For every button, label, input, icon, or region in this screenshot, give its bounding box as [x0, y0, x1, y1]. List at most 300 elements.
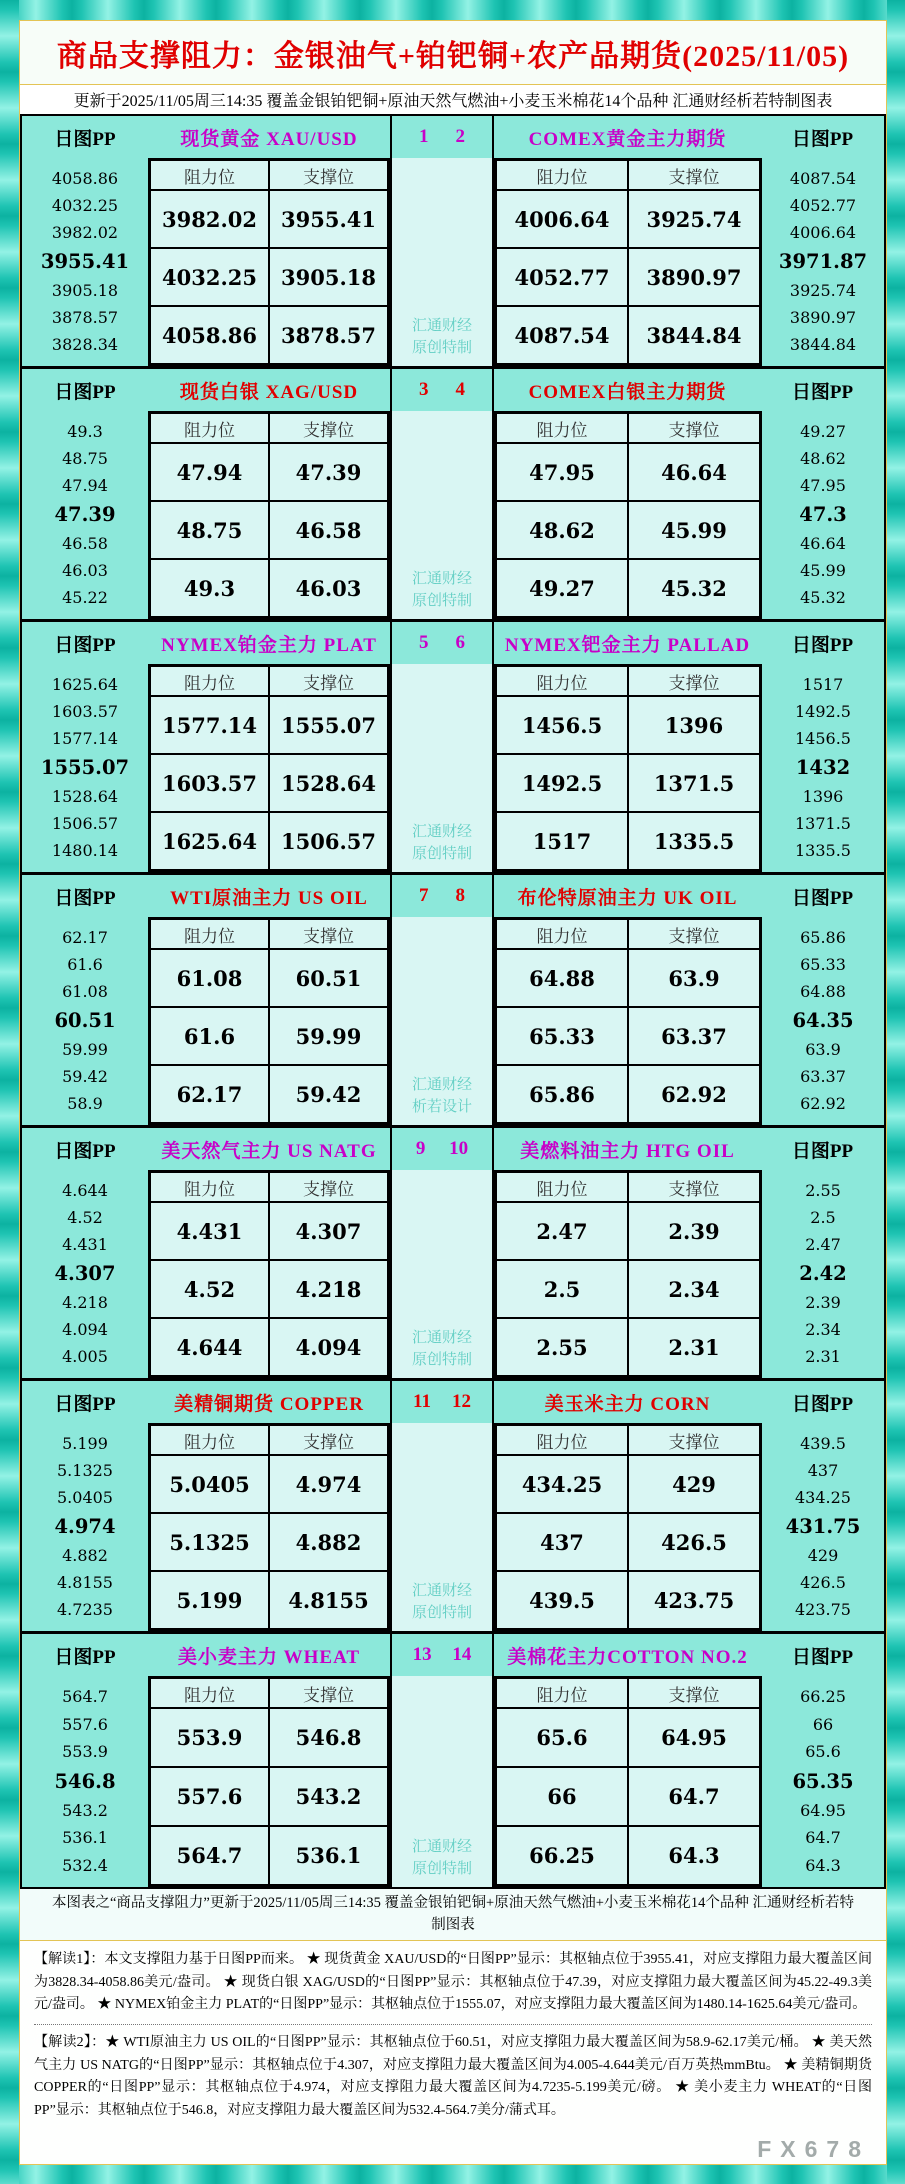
- support-value: 3955.41: [269, 190, 388, 248]
- pp-value: 64.88: [800, 982, 846, 1002]
- resistance-value: 49.27: [496, 559, 628, 617]
- pp-value: 62.17: [62, 928, 108, 948]
- levels-table-left: [148, 1423, 390, 1631]
- brand-watermark-cell: [390, 1170, 494, 1378]
- pp-value: 48.62: [800, 449, 846, 469]
- pp-value: 45.22: [62, 587, 108, 607]
- page-title: 商品支撑阻力：金银油气+铂钯铜+农产品期货(2025/11/05): [56, 39, 850, 73]
- resistance-column-header: 阻力位: [496, 160, 628, 190]
- resistance-value: 4.644: [150, 1318, 269, 1376]
- footer-text: 本图表之“商品支撑阻力”更新于2025/11/05周三14:35 覆盖金银铂钯铜+原油天然气燃油+小麦玉米棉花14个品种 汇通财经析若特制图表: [51, 1894, 855, 1933]
- decorative-border-left: [0, 0, 19, 2184]
- support-value: 1396: [628, 696, 760, 754]
- pp-value: 2.5: [810, 1208, 836, 1228]
- support-value: 546.8: [269, 1708, 388, 1767]
- resistance-column-header: 阻力位: [150, 666, 269, 696]
- levels-table-right: [494, 664, 762, 872]
- pp-value: 4.8155: [57, 1572, 113, 1592]
- levels-table-left: [148, 158, 390, 366]
- pp-value: 564.7: [62, 1687, 108, 1707]
- pp-ladder-left: [22, 1170, 148, 1378]
- pp-period-label: 日图PP: [791, 128, 854, 150]
- support-value: 536.1: [269, 1826, 388, 1885]
- pp-value: 66.25: [800, 1687, 846, 1707]
- pp-ladder-left: [22, 411, 148, 619]
- pp-value: 46.03: [62, 560, 108, 580]
- pp-value: 58.9: [67, 1093, 103, 1113]
- resistance-value: 4087.54: [496, 306, 628, 364]
- index-number-left: 13: [412, 1644, 432, 1665]
- support-column-header: 支撑位: [269, 1425, 388, 1455]
- blocks-grid: [20, 114, 886, 1889]
- pp-value: 4006.64: [789, 223, 857, 243]
- pp-period-label: 日图PP: [54, 1646, 116, 1668]
- support-column-header: 支撑位: [269, 919, 388, 949]
- resistance-column-header: 阻力位: [496, 1172, 628, 1202]
- resistance-column-header: 阻力位: [496, 413, 628, 443]
- support-value: 62.92: [628, 1065, 760, 1123]
- pp-value: 423.75: [795, 1599, 851, 1619]
- resistance-value: 61.6: [150, 1007, 269, 1065]
- index-number-left: 1: [419, 126, 429, 147]
- resistance-column-header: 阻力位: [150, 160, 269, 190]
- pp-value: 429: [807, 1545, 839, 1565]
- block-index-cell: [390, 1128, 494, 1170]
- pp-period-label: 日图PP: [791, 1393, 854, 1415]
- support-column-header: 支撑位: [628, 413, 760, 443]
- pp-period-label: 日图PP: [791, 634, 854, 656]
- pp-value: 61.6: [67, 955, 103, 975]
- pp-value: 4.005: [62, 1346, 108, 1366]
- resistance-value: 4032.25: [150, 248, 269, 306]
- support-value: 4.974: [269, 1455, 388, 1513]
- resistance-value: 1625.64: [150, 812, 269, 870]
- commodity-block: [22, 875, 884, 1128]
- block-index-cell: [390, 369, 494, 411]
- pivot-value: 47.39: [54, 503, 116, 527]
- pp-value: 65.33: [800, 955, 846, 975]
- brand-watermark-line2: 原创特制: [411, 339, 472, 356]
- pp-value: 3925.74: [789, 280, 857, 300]
- resistance-value: 47.94: [150, 443, 269, 501]
- pp-value: 47.95: [800, 476, 846, 496]
- brand-watermark-line1: 汇通财经: [411, 1330, 472, 1346]
- pp-value: 1528.64: [51, 786, 119, 806]
- support-column-header: 支撑位: [628, 666, 760, 696]
- pp-value: 2.47: [805, 1235, 841, 1255]
- resistance-value: 61.08: [150, 949, 269, 1007]
- index-number-right: 8: [455, 885, 465, 906]
- levels-table-left: [148, 917, 390, 1125]
- brand-watermark-line1: 汇通财经: [411, 571, 472, 587]
- levels-table-right: [494, 917, 762, 1125]
- resistance-column-header: 阻力位: [150, 1678, 269, 1708]
- brand-watermark-line1: 汇通财经: [411, 1839, 472, 1855]
- pp-value: 45.99: [800, 560, 846, 580]
- pp-value: 4058.86: [51, 169, 119, 189]
- resistance-value: 4006.64: [496, 190, 628, 248]
- decorative-border-top: [0, 0, 905, 20]
- support-value: 63.9: [628, 949, 760, 1007]
- support-value: 47.39: [269, 443, 388, 501]
- index-number-right: 2: [455, 126, 465, 147]
- instrument-name-left: 美精铜期货 COPPER: [174, 1393, 364, 1415]
- resistance-value: 49.3: [150, 559, 269, 617]
- block-index-cell: [390, 622, 494, 664]
- brand-watermark-line2: 原创特制: [411, 845, 472, 862]
- pp-period-label: 日图PP: [791, 1646, 854, 1668]
- brand-watermark-cell: [390, 158, 494, 366]
- pp-value: 59.42: [62, 1066, 108, 1086]
- brand-watermark-cell: [390, 664, 494, 872]
- pp-value: 66: [812, 1714, 834, 1734]
- block-header-right: [494, 1634, 884, 1676]
- pp-period-label: 日图PP: [54, 887, 116, 909]
- brand-watermark-cell: [390, 1676, 494, 1887]
- pp-value: 65.6: [805, 1742, 841, 1762]
- resistance-value: 48.75: [150, 501, 269, 559]
- support-column-header: 支撑位: [269, 160, 388, 190]
- block-header-right: [494, 116, 884, 158]
- pp-value: 1396: [802, 786, 844, 806]
- pp-value: 1603.57: [51, 702, 119, 722]
- pp-value: 543.2: [62, 1800, 108, 1820]
- resistance-value: 1492.5: [496, 754, 628, 812]
- levels-table-right: [494, 1676, 762, 1887]
- index-number-left: 7: [419, 885, 429, 906]
- pp-ladder-left: [22, 158, 148, 366]
- pp-value: 48.75: [62, 449, 108, 469]
- resistance-value: 4058.86: [150, 306, 269, 364]
- block-header-left: [22, 1381, 390, 1423]
- support-value: 64.95: [628, 1708, 760, 1767]
- pp-value: 1456.5: [795, 729, 851, 749]
- pp-value: 1335.5: [795, 840, 851, 860]
- resistance-value: 4052.77: [496, 248, 628, 306]
- pp-period-label: 日图PP: [791, 381, 854, 403]
- pp-ladder-right: [762, 1423, 884, 1631]
- commodity-block: [22, 1381, 884, 1634]
- support-value: 64.3: [628, 1826, 760, 1885]
- levels-table-left: [148, 664, 390, 872]
- pp-value: 3905.18: [51, 280, 119, 300]
- decorative-border-bottom: [0, 2165, 905, 2184]
- resistance-value: 5.199: [150, 1571, 269, 1629]
- resistance-column-header: 阻力位: [150, 919, 269, 949]
- support-value: 1555.07: [269, 696, 388, 754]
- commodity-block: [22, 1634, 884, 1887]
- pivot-value: 60.51: [54, 1009, 116, 1033]
- support-value: 60.51: [269, 949, 388, 1007]
- pivot-value: 65.35: [792, 1769, 854, 1793]
- support-value: 3844.84: [628, 306, 760, 364]
- resistance-value: 437: [496, 1513, 628, 1571]
- fx678-watermark: FX678: [757, 2136, 870, 2162]
- resistance-value: 553.9: [150, 1708, 269, 1767]
- pp-ladder-right: [762, 411, 884, 619]
- support-value: 46.58: [269, 501, 388, 559]
- block-index-cell: [390, 1634, 494, 1676]
- pp-ladder-right: [762, 664, 884, 872]
- brand-watermark-line2: 原创特制: [411, 1604, 472, 1621]
- support-value: 2.34: [628, 1260, 760, 1318]
- pp-value: 1371.5: [795, 813, 851, 833]
- instrument-name-left: 美天然气主力 US NATG: [161, 1140, 377, 1162]
- support-column-header: 支撑位: [628, 1172, 760, 1202]
- pp-value: 4032.25: [51, 196, 119, 216]
- support-value: 4.218: [269, 1260, 388, 1318]
- support-column-header: 支撑位: [269, 1172, 388, 1202]
- pp-period-label: 日图PP: [791, 887, 854, 909]
- pp-value: 434.25: [795, 1488, 851, 1508]
- pp-value: 61.08: [62, 982, 108, 1002]
- pp-value: 3890.97: [789, 307, 857, 327]
- pp-ladder-left: [22, 1676, 148, 1887]
- resistance-column-header: 阻力位: [496, 919, 628, 949]
- decorative-border-right: [887, 0, 905, 2184]
- support-value: 4.307: [269, 1202, 388, 1260]
- brand-watermark-line1: 汇通财经: [411, 1583, 472, 1599]
- pp-value: 1625.64: [51, 675, 119, 695]
- pp-value: 2.55: [805, 1181, 841, 1201]
- pivot-value: 64.35: [792, 1009, 854, 1033]
- pivot-value: 47.3: [799, 503, 847, 527]
- pp-value: 1577.14: [51, 729, 119, 749]
- commodity-block: [22, 116, 884, 369]
- pp-value: 4.644: [62, 1181, 108, 1201]
- block-header-left: [22, 1128, 390, 1170]
- block-index-cell: [390, 1381, 494, 1423]
- pp-ladder-left: [22, 917, 148, 1125]
- support-column-header: 支撑位: [628, 919, 760, 949]
- pp-value: 2.39: [805, 1292, 841, 1312]
- block-header-left: [22, 1634, 390, 1676]
- pp-value: 49.3: [67, 422, 103, 442]
- support-value: 3925.74: [628, 190, 760, 248]
- resistance-value: 66.25: [496, 1826, 628, 1885]
- support-value: 1528.64: [269, 754, 388, 812]
- pp-value: 1517: [802, 675, 844, 695]
- brand-watermark-line1: 汇通财经: [411, 824, 472, 840]
- resistance-column-header: 阻力位: [150, 1425, 269, 1455]
- pp-value: 1492.5: [795, 702, 851, 722]
- pp-value: 3982.02: [51, 223, 119, 243]
- index-number-right: 6: [455, 632, 465, 653]
- support-value: 59.42: [269, 1065, 388, 1123]
- index-number-left: 3: [419, 379, 429, 400]
- index-number-left: 9: [415, 1138, 426, 1159]
- instrument-name-left: NYMEX铂金主力 PLAT: [161, 634, 377, 656]
- brand-watermark-line2: 原创特制: [411, 592, 472, 609]
- resistance-value: 65.86: [496, 1065, 628, 1123]
- support-value: 2.39: [628, 1202, 760, 1260]
- resistance-value: 439.5: [496, 1571, 628, 1629]
- resistance-value: 62.17: [150, 1065, 269, 1123]
- pivot-value: 2.42: [799, 1262, 847, 1286]
- brand-watermark-line1: 汇通财经: [411, 318, 472, 334]
- instrument-name-right: COMEX黄金主力期货: [528, 128, 727, 150]
- pp-ladder-right: [762, 1676, 884, 1887]
- block-header-right: [494, 875, 884, 917]
- resistance-value: 1456.5: [496, 696, 628, 754]
- support-value: 1371.5: [628, 754, 760, 812]
- pp-value: 2.31: [805, 1346, 841, 1366]
- pp-period-label: 日图PP: [54, 1140, 116, 1162]
- pp-value: 4.7235: [57, 1599, 113, 1619]
- support-column-header: 支撑位: [628, 160, 760, 190]
- brand-watermark-cell: [390, 411, 494, 619]
- pp-value: 2.34: [805, 1319, 841, 1339]
- levels-table-right: [494, 158, 762, 366]
- resistance-value: 48.62: [496, 501, 628, 559]
- levels-table-left: [148, 1170, 390, 1378]
- pp-value: 4.431: [62, 1235, 108, 1255]
- block-header-left: [22, 875, 390, 917]
- support-value: 59.99: [269, 1007, 388, 1065]
- pivot-value: 431.75: [785, 1515, 861, 1539]
- pp-period-label: 日图PP: [54, 1393, 116, 1415]
- support-value: 3890.97: [628, 248, 760, 306]
- pp-value: 47.94: [62, 476, 108, 496]
- resistance-value: 5.0405: [150, 1455, 269, 1513]
- instrument-name-right: 布伦特原油主力 UK OIL: [517, 887, 738, 909]
- pp-ladder-left: [22, 664, 148, 872]
- support-value: 1506.57: [269, 812, 388, 870]
- pp-value: 59.99: [62, 1039, 108, 1059]
- instrument-name-left: 现货白银 XAG/USD: [179, 381, 359, 403]
- index-number-right: 10: [449, 1138, 469, 1159]
- support-value: 46.64: [628, 443, 760, 501]
- pp-value: 49.27: [800, 422, 846, 442]
- pivot-value: 4.307: [54, 1262, 116, 1286]
- resistance-column-header: 阻力位: [496, 1425, 628, 1455]
- resistance-value: 66: [496, 1767, 628, 1826]
- levels-table-right: [494, 1423, 762, 1631]
- pivot-value: 3971.87: [778, 250, 868, 274]
- block-header-right: [494, 1128, 884, 1170]
- pp-value: 557.6: [62, 1714, 108, 1734]
- support-value: 2.31: [628, 1318, 760, 1376]
- brand-watermark-line2: 原创特制: [411, 1351, 472, 1368]
- resistance-column-header: 阻力位: [150, 1172, 269, 1202]
- block-header-left: [22, 369, 390, 411]
- resistance-column-header: 阻力位: [496, 1678, 628, 1708]
- pivot-value: 1555.07: [40, 756, 130, 780]
- pp-value: 64.95: [800, 1800, 846, 1820]
- support-value: 45.99: [628, 501, 760, 559]
- instrument-name-right: NYMEX钯金主力 PALLAD: [504, 634, 751, 656]
- pp-value: 553.9: [62, 1742, 108, 1762]
- levels-table-left: [148, 1676, 390, 1887]
- support-column-header: 支撑位: [269, 1678, 388, 1708]
- resistance-value: 434.25: [496, 1455, 628, 1513]
- index-number-right: 4: [455, 379, 465, 400]
- footer-band: [20, 1889, 886, 1941]
- support-column-header: 支撑位: [628, 1678, 760, 1708]
- pp-value: 63.37: [800, 1066, 846, 1086]
- brand-watermark-line2: 原创特制: [411, 1860, 472, 1877]
- block-header-left: [22, 622, 390, 664]
- resistance-value: 64.88: [496, 949, 628, 1007]
- block-header-right: [494, 622, 884, 664]
- pp-value: 1506.57: [51, 813, 119, 833]
- pp-ladder-right: [762, 1170, 884, 1378]
- instrument-name-left: 现货黄金 XAU/USD: [180, 128, 358, 150]
- resistance-value: 564.7: [150, 1826, 269, 1885]
- index-number-right: 14: [452, 1644, 472, 1665]
- pp-value: 46.58: [62, 533, 108, 553]
- note-divider: [34, 2024, 872, 2025]
- index-number-left: 11: [413, 1391, 431, 1412]
- support-value: 46.03: [269, 559, 388, 617]
- resistance-value: 4.52: [150, 1260, 269, 1318]
- support-value: 3905.18: [269, 248, 388, 306]
- update-subtitle: 更新于2025/11/05周三14:35 覆盖金银铂钯铜+原油天然气燃油+小麦玉米棉花14个品种 汇通财经析若特制图表: [20, 85, 886, 114]
- support-value: 1335.5: [628, 812, 760, 870]
- instrument-name-right: 美玉米主力 CORN: [544, 1393, 711, 1415]
- commodity-block: [22, 369, 884, 622]
- levels-table-right: [494, 1170, 762, 1378]
- note-paragraph-2: 【解读2】：★ WTI原油主力 US OIL的“日图PP”显示：其枢轴点位于60.51，对应支撑阻力最大覆盖区间为58.9-62.17美元/桶。 ★ 美天然气主力 US NATG的“日图PP”显示：其枢轴点位于4.307，对应支撑阻力最大覆盖区间为4.005-4.644美元/百万英热mmBtu。 ★ 美精铜期货 COPPER的“日图PP”显示：其枢轴点位于4.974，对应支撑阻力最大覆盖区间为4.7235-5.199美元/磅。 ★ 美小麦主力 WHEAT的“日图PP”显示：其枢轴点位于546.8，对应支撑阻力最大覆盖区间为532.4-564.7美分/蒲式耳。: [34, 2035, 872, 2119]
- resistance-column-header: 阻力位: [496, 666, 628, 696]
- pp-value: 46.64: [800, 533, 846, 553]
- resistance-value: 47.95: [496, 443, 628, 501]
- pp-value: 5.0405: [57, 1488, 113, 1508]
- brand-watermark-line2: 析若设计: [411, 1098, 472, 1115]
- pp-value: 62.92: [800, 1093, 846, 1113]
- support-value: 423.75: [628, 1571, 760, 1629]
- instrument-name-right: 美棉花主力COTTON NO.2: [507, 1646, 748, 1668]
- block-header-left: [22, 116, 390, 158]
- note-paragraph-1: 【解读1】：本文支撑阻力基于日图PP而来。 ★ 现货黄金 XAU/USD的“日图PP”显示：其枢轴点位于3955.41，对应支撑阻力最大覆盖区间为3828.34-4058.86美元/盎司。 ★ 现货白银 XAG/USD的“日图PP”显示：其枢轴点位于47.39，对应支撑阻力最大覆盖区间为45.22-49.3美元/盎司。 ★ NYMEX铂金主力 PLAT的“日图PP”显示：其枢轴点位于1555.07，对应支撑阻力最大覆盖区间为1480.14-1625.64美元/盎司。: [34, 1952, 872, 2013]
- pp-value: 536.1: [62, 1828, 108, 1848]
- support-value: 45.32: [628, 559, 760, 617]
- support-value: 63.37: [628, 1007, 760, 1065]
- resistance-value: 1603.57: [150, 754, 269, 812]
- pp-value: 64.7: [805, 1828, 841, 1848]
- levels-table-right: [494, 411, 762, 619]
- commodity-block: [22, 622, 884, 875]
- pp-value: 4.218: [62, 1292, 108, 1312]
- pp-ladder-right: [762, 158, 884, 366]
- notes-section: [20, 1941, 886, 2164]
- instrument-name-left: WTI原油主力 US OIL: [170, 887, 368, 909]
- pp-value: 65.86: [800, 928, 846, 948]
- brand-watermark-line1: 汇通财经: [411, 1077, 472, 1093]
- support-value: 543.2: [269, 1767, 388, 1826]
- pp-value: 4087.54: [789, 169, 857, 189]
- support-column-header: 支撑位: [269, 413, 388, 443]
- pp-value: 5.1325: [57, 1461, 113, 1481]
- pp-value: 3828.34: [51, 334, 119, 354]
- resistance-value: 2.5: [496, 1260, 628, 1318]
- block-index-cell: [390, 116, 494, 158]
- pp-value: 4.882: [62, 1545, 108, 1565]
- resistance-value: 5.1325: [150, 1513, 269, 1571]
- index-number-right: 12: [451, 1391, 471, 1412]
- support-value: 429: [628, 1455, 760, 1513]
- pp-period-label: 日图PP: [54, 634, 116, 656]
- pivot-value: 3955.41: [40, 250, 130, 274]
- resistance-value: 2.47: [496, 1202, 628, 1260]
- block-header-right: [494, 1381, 884, 1423]
- support-value: 426.5: [628, 1513, 760, 1571]
- pp-value: 426.5: [800, 1572, 846, 1592]
- content-frame: [19, 20, 887, 2165]
- brand-watermark-cell: [390, 1423, 494, 1631]
- pp-value: 439.5: [800, 1434, 846, 1454]
- pivot-value: 1432: [795, 756, 851, 780]
